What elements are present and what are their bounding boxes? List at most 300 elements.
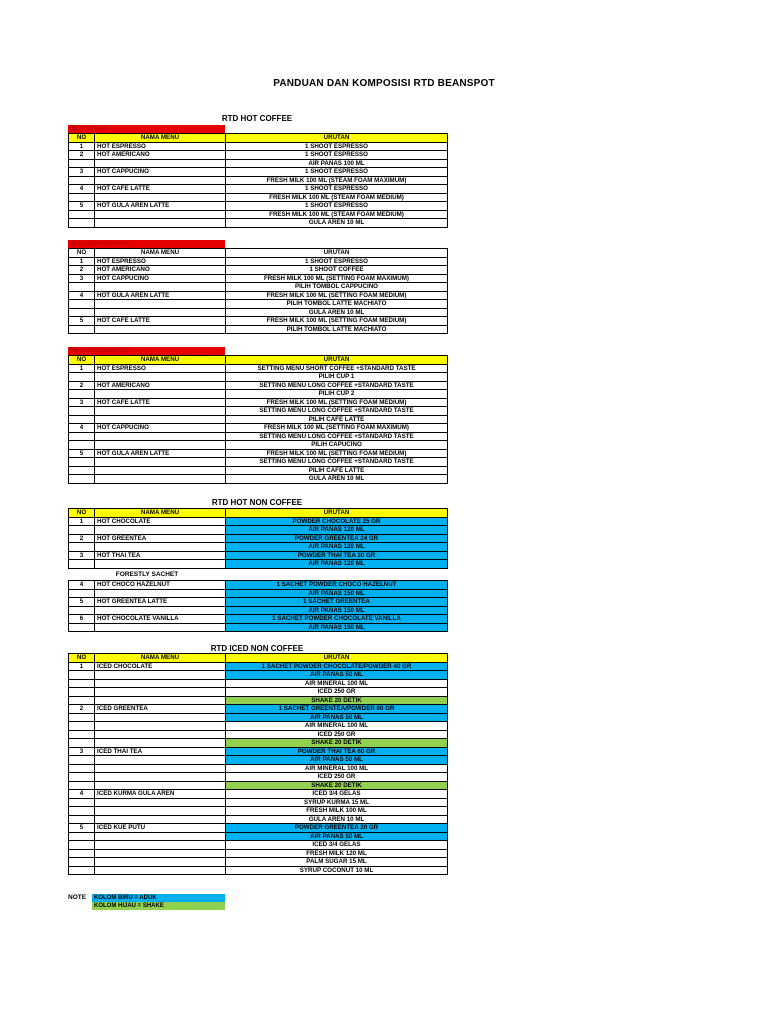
header-steps: URUTAN <box>226 509 448 518</box>
header-menu: NAMA MENU <box>95 509 226 518</box>
table-row <box>69 185 448 194</box>
table-row <box>69 705 448 714</box>
row-step: SHAKE 20 DETIK <box>226 781 448 790</box>
table-row <box>69 219 448 228</box>
row-step: SYRUP COCONUT 10 ML <box>226 866 448 875</box>
row-no <box>69 713 95 722</box>
row-menu <box>95 606 226 615</box>
row-no: 5 <box>69 449 95 458</box>
row-no: 5 <box>69 598 95 607</box>
table-header <box>69 654 448 663</box>
row-step: 1 SHOOT ESPRESSO <box>226 168 448 177</box>
row-step: PILIH CUP 1 <box>226 373 448 382</box>
row-no: 3 <box>69 168 95 177</box>
table-row <box>69 662 448 671</box>
row-step: SETTING MENU SHORT COFFEE +STANDARD TASTE <box>226 364 448 373</box>
table-row <box>69 589 448 598</box>
row-step: 1 SHOOT ESPRESSO <box>226 142 448 151</box>
table-row <box>69 722 448 731</box>
table-row <box>69 606 448 615</box>
table-row <box>69 581 448 590</box>
row-no <box>69 773 95 782</box>
row-menu: HOT CHOCOLATE VANILLA <box>95 615 226 624</box>
row-no: 2 <box>69 705 95 714</box>
section-title-iced-non-coffee: RTD ICED NON COFFEE <box>210 644 304 653</box>
section-title-hot-coffee: RTD HOT COFFEE <box>221 114 293 123</box>
header-no: NO <box>69 134 95 143</box>
row-no <box>69 210 95 219</box>
header-menu: NAMA MENU <box>95 249 226 258</box>
row-menu <box>95 300 226 309</box>
row-menu: ICED THAI TEA <box>95 747 226 756</box>
row-menu <box>95 696 226 705</box>
row-menu: HOT CHOCO HAZELNUT <box>95 581 226 590</box>
table-row <box>69 858 448 867</box>
header-steps: URUTAN <box>226 249 448 258</box>
row-no: 1 <box>69 662 95 671</box>
row-no <box>69 688 95 697</box>
table-faema <box>68 133 448 228</box>
row-no <box>69 798 95 807</box>
row-menu <box>95 739 226 748</box>
row-step: FRESH MILK 100 ML <box>226 807 448 816</box>
row-step: PILIH TOMBOL LATTE MACHIATO <box>226 325 448 334</box>
row-step: AIR PANAS 150 ML <box>226 589 448 598</box>
row-menu: HOT AMERICANO <box>95 381 226 390</box>
row-step: 1 SACHET POWDER CHOCO HAZELNUT <box>226 581 448 590</box>
row-no <box>69 679 95 688</box>
row-no: 5 <box>69 202 95 211</box>
row-step: FRESH MILK 100 ML (SETTING FOAM MEDIUM) <box>226 291 448 300</box>
row-no <box>69 415 95 424</box>
table-row <box>69 798 448 807</box>
row-menu: HOT GULA AREN LATTE <box>95 291 226 300</box>
row-step: FRESH MILK 100 ML (STEAM FOAM MAXIMUM) <box>226 176 448 185</box>
row-no <box>69 606 95 615</box>
row-step: FRESH MILK 100 ML (SETTING FOAM MEDIUM) <box>226 398 448 407</box>
row-menu: ICED CHOCOLATE <box>95 662 226 671</box>
row-menu <box>95 722 226 731</box>
row-step: SETTING MENU LONG COFFEE +STANDARD TASTE <box>226 458 448 467</box>
row-no: 1 <box>69 142 95 151</box>
row-no <box>69 849 95 858</box>
table-row <box>69 364 448 373</box>
table-row <box>69 849 448 858</box>
row-no: 4 <box>69 581 95 590</box>
table-row <box>69 432 448 441</box>
table-evo <box>68 248 448 334</box>
row-step: PILIH CAFE LATTE <box>226 415 448 424</box>
row-step: POWDER THAI TEA 60 GR <box>226 747 448 756</box>
row-no <box>69 722 95 731</box>
row-menu <box>95 730 226 739</box>
table-row <box>69 398 448 407</box>
row-menu <box>95 390 226 399</box>
table-row <box>69 679 448 688</box>
row-no <box>69 458 95 467</box>
table-row <box>69 308 448 317</box>
row-step: AIR MINERAL 100 ML <box>226 764 448 773</box>
row-menu <box>95 807 226 816</box>
row-no: 4 <box>69 291 95 300</box>
row-no <box>69 526 95 535</box>
table-row <box>69 713 448 722</box>
row-step: SETTING MENU LONG COFFEE +STANDARD TASTE <box>226 381 448 390</box>
note-label: NOTE <box>68 894 87 901</box>
table-row <box>69 526 448 535</box>
row-no <box>69 176 95 185</box>
row-step: AIR PANAS 50 ML <box>226 713 448 722</box>
table-row <box>69 551 448 560</box>
header-menu: NAMA MENU <box>95 356 226 365</box>
row-step: FRESH MILK 100 ML (SETTING FOAM MAXIMUM) <box>226 424 448 433</box>
row-step: 1 SACHET GREENTEA/POWDER 80 GR <box>226 705 448 714</box>
table-row <box>69 747 448 756</box>
row-step: GULA AREN 10 ML <box>226 219 448 228</box>
row-menu <box>95 679 226 688</box>
row-no <box>69 815 95 824</box>
row-no <box>69 373 95 382</box>
table-row <box>69 781 448 790</box>
table-row <box>69 441 448 450</box>
table-row <box>69 756 448 765</box>
row-no: 1 <box>69 257 95 266</box>
header-no: NO <box>69 356 95 365</box>
row-step: POWDER CHOCOLATE 25 GR <box>226 517 448 526</box>
table-row <box>69 807 448 816</box>
row-no <box>69 300 95 309</box>
row-menu <box>95 415 226 424</box>
row-no <box>69 466 95 475</box>
row-step: FRESH MILK 100 ML (SETTING FOAM MEDIUM) <box>226 317 448 326</box>
row-step: POWDER GREENTEA 24 GR <box>226 534 448 543</box>
row-no <box>69 623 95 632</box>
header-steps: URUTAN <box>226 134 448 143</box>
row-no <box>69 671 95 680</box>
header-steps: URUTAN <box>226 654 448 663</box>
row-no: 3 <box>69 747 95 756</box>
row-no <box>69 325 95 334</box>
row-menu <box>95 623 226 632</box>
row-no <box>69 756 95 765</box>
row-no: 2 <box>69 534 95 543</box>
row-no <box>69 432 95 441</box>
row-no: 5 <box>69 824 95 833</box>
row-step: FRESH MILK 100 ML (STEAM FOAM MEDIUM) <box>226 193 448 202</box>
row-step: AIR PANAS 50 ML <box>226 756 448 765</box>
row-menu <box>95 764 226 773</box>
row-step: PALM SUGAR 15 ML <box>226 858 448 867</box>
row-step: PILIH CAPUCINO <box>226 441 448 450</box>
row-step: AIR PANAS 120 ML <box>226 543 448 552</box>
row-step: 1 SACHET POWDER CHOCOLATE/POWDER 40 GR <box>226 662 448 671</box>
row-no: 1 <box>69 364 95 373</box>
row-step: FRESH MILK 100 ML (SETTING FOAM MAXIMUM) <box>226 274 448 283</box>
table-row <box>69 415 448 424</box>
page-title: PANDUAN DAN KOMPOSISI RTD BEANSPOT <box>273 78 495 89</box>
row-no <box>69 219 95 228</box>
row-menu <box>95 176 226 185</box>
table-row <box>69 671 448 680</box>
row-step: GULA AREN 10 ML <box>226 475 448 484</box>
row-step: AIR PANAS 100 ML <box>226 159 448 168</box>
row-menu <box>95 526 226 535</box>
table-row <box>69 291 448 300</box>
row-step: AIR PANAS 150 ML <box>226 623 448 632</box>
note-blue: KOLOM BIRU = ADUK <box>92 894 225 902</box>
row-step: AIR MINERAL 100 ML <box>226 679 448 688</box>
row-menu: HOT ESPRESSO <box>95 364 226 373</box>
row-menu <box>95 407 226 416</box>
row-menu: HOT CAPPUCINO <box>95 424 226 433</box>
row-menu: HOT CAFE LATTE <box>95 317 226 326</box>
row-step: 1 SHOOT COFFEE <box>226 266 448 275</box>
row-menu <box>95 841 226 850</box>
row-no <box>69 841 95 850</box>
row-menu: HOT AMERICANO <box>95 151 226 160</box>
table-row <box>69 696 448 705</box>
row-no <box>69 193 95 202</box>
table-row <box>69 458 448 467</box>
row-menu <box>95 159 226 168</box>
table-row <box>69 283 448 292</box>
row-menu: HOT AMERICANO <box>95 266 226 275</box>
row-no <box>69 283 95 292</box>
row-no: 3 <box>69 398 95 407</box>
row-no: 4 <box>69 790 95 799</box>
row-menu: HOT CHOCOLATE <box>95 517 226 526</box>
row-no <box>69 781 95 790</box>
row-step: POWDER THAI TEA 30 GR <box>226 551 448 560</box>
row-step: SHAKE 20 DETIK <box>226 739 448 748</box>
table-row <box>69 615 448 624</box>
row-menu: HOT ESPRESSO <box>95 142 226 151</box>
row-step: 1 SHOOT ESPRESSO <box>226 151 448 160</box>
table-row <box>69 407 448 416</box>
row-step: SYRUP KURMA 15 ML <box>226 798 448 807</box>
row-no <box>69 441 95 450</box>
row-menu: HOT GREENTEA <box>95 534 226 543</box>
table-row <box>69 151 448 160</box>
sachet-tag: FORESTLY SACHET <box>115 571 179 578</box>
row-step: GULA AREN 10 ML <box>226 308 448 317</box>
row-menu <box>95 866 226 875</box>
row-menu <box>95 798 226 807</box>
row-no <box>69 858 95 867</box>
row-menu: HOT CAPPUCINO <box>95 274 226 283</box>
table-row <box>69 176 448 185</box>
table-row <box>69 373 448 382</box>
table-header <box>69 134 448 143</box>
row-menu <box>95 713 226 722</box>
row-no <box>69 560 95 569</box>
machine-tag-faema: MESIN FAEMA <box>68 125 225 133</box>
row-no <box>69 866 95 875</box>
row-menu: HOT GULA AREN LATTE <box>95 449 226 458</box>
machine-tag-evo: MESIN DELONGHI EVO <box>68 240 225 248</box>
row-menu <box>95 219 226 228</box>
table-row <box>69 159 448 168</box>
table-row <box>69 142 448 151</box>
row-menu <box>95 756 226 765</box>
row-no <box>69 475 95 484</box>
row-menu <box>95 849 226 858</box>
table-row <box>69 381 448 390</box>
row-menu <box>95 858 226 867</box>
row-menu <box>95 671 226 680</box>
header-menu: NAMA MENU <box>95 654 226 663</box>
row-step: ICED 250 GR <box>226 688 448 697</box>
row-step: SETTING MENU LONG COFFEE +STANDARD TASTE <box>226 432 448 441</box>
row-menu <box>95 210 226 219</box>
row-menu <box>95 458 226 467</box>
row-step: AIR MINERAL 100 ML <box>226 722 448 731</box>
row-menu <box>95 560 226 569</box>
table-row <box>69 688 448 697</box>
table-row <box>69 210 448 219</box>
row-menu <box>95 441 226 450</box>
table-row <box>69 193 448 202</box>
row-menu: HOT GULA AREN LATTE <box>95 202 226 211</box>
row-no <box>69 390 95 399</box>
row-menu <box>95 373 226 382</box>
header-no: NO <box>69 249 95 258</box>
table-row <box>69 257 448 266</box>
table-row <box>69 815 448 824</box>
row-no: 6 <box>69 615 95 624</box>
row-no: 3 <box>69 274 95 283</box>
table-row <box>69 202 448 211</box>
row-step: POWDER GREENTEA 20 GR <box>226 824 448 833</box>
row-menu <box>95 325 226 334</box>
row-no: 3 <box>69 551 95 560</box>
row-menu <box>95 589 226 598</box>
row-menu <box>95 193 226 202</box>
row-menu <box>95 432 226 441</box>
row-menu: ICED KUE PUTU <box>95 824 226 833</box>
row-no: 4 <box>69 185 95 194</box>
table-row <box>69 449 448 458</box>
row-no: 2 <box>69 381 95 390</box>
row-step: AIR PANAS 120 ML <box>226 560 448 569</box>
header-steps: URUTAN <box>226 356 448 365</box>
row-step: PILIH TOMBOL LATTE MACHIATO <box>226 300 448 309</box>
row-step: 1 SHOOT ESPRESSO <box>226 185 448 194</box>
row-menu <box>95 832 226 841</box>
row-menu <box>95 773 226 782</box>
table-row <box>69 730 448 739</box>
row-menu <box>95 781 226 790</box>
table-row <box>69 598 448 607</box>
table-row <box>69 475 448 484</box>
row-step: 1 SACHET GREENTEA <box>226 598 448 607</box>
row-step: 1 SACHET POWDER CHOCOLATE VANILLA <box>226 615 448 624</box>
table-header <box>69 249 448 258</box>
row-menu: ICED GREENTEA <box>95 705 226 714</box>
row-menu: HOT GREENTEA LATTE <box>95 598 226 607</box>
row-no: 2 <box>69 266 95 275</box>
table-row <box>69 390 448 399</box>
row-menu <box>95 543 226 552</box>
row-menu <box>95 283 226 292</box>
row-no <box>69 543 95 552</box>
row-menu <box>95 308 226 317</box>
row-menu: ICED KURMA GULA AREN <box>95 790 226 799</box>
table-row <box>69 543 448 552</box>
row-step: 1 SHOOT ESPRESSO <box>226 202 448 211</box>
row-step: AIR PANAS 150 ML <box>226 606 448 615</box>
row-menu <box>95 475 226 484</box>
table-row <box>69 560 448 569</box>
table-header <box>69 509 448 518</box>
row-no <box>69 764 95 773</box>
row-no: 5 <box>69 317 95 326</box>
row-step: PILIH CAFE LATTE <box>226 466 448 475</box>
table-row <box>69 739 448 748</box>
section-title-hot-non-coffee: RTD HOT NON COFFEE <box>211 498 303 507</box>
row-menu <box>95 688 226 697</box>
table-row <box>69 424 448 433</box>
table-row <box>69 300 448 309</box>
row-no: 4 <box>69 424 95 433</box>
machine-tag-top: MESIN DELONGHI TOP <box>68 347 225 355</box>
table-row <box>69 773 448 782</box>
row-step: FRESH MILK 100 ML (STEAM FOAM MEDIUM) <box>226 210 448 219</box>
table-row <box>69 866 448 875</box>
table-row <box>69 266 448 275</box>
row-no <box>69 159 95 168</box>
table-row <box>69 832 448 841</box>
row-no <box>69 696 95 705</box>
table-row <box>69 764 448 773</box>
row-no <box>69 832 95 841</box>
note-green: KOLOM HIJAU = SHAKE <box>92 902 225 910</box>
header-menu: NAMA MENU <box>95 134 226 143</box>
table-row <box>69 168 448 177</box>
row-step: AIR PANAS 50 ML <box>226 671 448 680</box>
table-row <box>69 317 448 326</box>
row-menu <box>95 815 226 824</box>
row-step: ICED 250 GR <box>226 730 448 739</box>
table-row <box>69 325 448 334</box>
row-step: PILIH TOMBOL CAPPUCINO <box>226 283 448 292</box>
row-step: ICED 3/4 GELAS <box>226 790 448 799</box>
row-menu: HOT CAFE LATTE <box>95 185 226 194</box>
row-step: PILIH CUP 2 <box>226 390 448 399</box>
row-no <box>69 739 95 748</box>
row-step: ICED 3/4 GELAS <box>226 841 448 850</box>
row-step: SETTING MENU LONG COFFEE +STANDARD TASTE <box>226 407 448 416</box>
row-step: AIR PANAS 120 ML <box>226 526 448 535</box>
row-step: GULA AREN 10 ML <box>226 815 448 824</box>
table-row <box>69 790 448 799</box>
row-step: ICED 250 GR <box>226 773 448 782</box>
table-row <box>69 466 448 475</box>
row-step: AIR PANAS 50 ML <box>226 832 448 841</box>
row-menu: HOT ESPRESSO <box>95 257 226 266</box>
row-menu: HOT THAI TEA <box>95 551 226 560</box>
row-no: 1 <box>69 517 95 526</box>
table-row <box>69 517 448 526</box>
row-menu: HOT CAPPUCINO <box>95 168 226 177</box>
header-no: NO <box>69 654 95 663</box>
row-step: FRESH MILK 120 ML <box>226 849 448 858</box>
table-hot-non-coffee <box>68 508 448 569</box>
table-row <box>69 841 448 850</box>
header-no: NO <box>69 509 95 518</box>
row-no <box>69 589 95 598</box>
table-row <box>69 534 448 543</box>
